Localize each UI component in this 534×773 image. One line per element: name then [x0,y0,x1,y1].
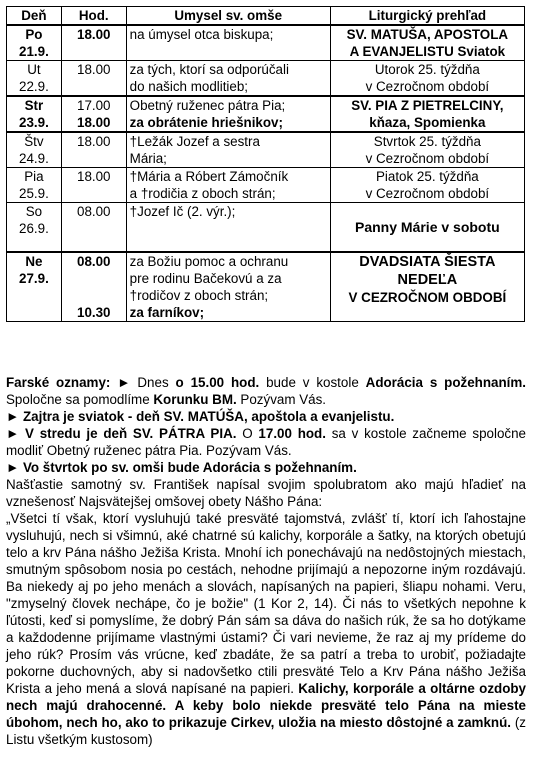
liturgy-cell: Utorok 25. týždňa v Cezročnom období [330,61,524,97]
header-liturgy: Liturgický prehľad [330,7,524,26]
hour-cell: 17.00 18.00 [61,96,126,132]
announcement-item: ► V stredu je deň SV. PÁTRA PIA. O 17.00 hod. sa v kostole začneme spoločne modliť Obetný ruženec pátra Pia. Pozývam Vás. [6,426,526,458]
hour-cell: 18.00 [61,25,126,61]
day-cell: Ne 27.9. [7,252,62,322]
day-cell: Ut 22.9. [7,61,62,97]
intent-cell: za Božiu pomoc a ochranu pre rodinu Bačekovú a za †rodičov z oboch strán; za farníkov; [126,252,330,322]
header-intent: Umysel sv. omše [126,7,330,26]
header-day: Deň [7,7,62,26]
announcement-item: ► Zajtra je sviatok - deň SV. MATÚŠA, apoštola a evanjelistu. [6,409,395,424]
hour-cell: 08.00 10.30 [61,252,126,322]
table-row [7,132,525,168]
table-row [7,61,525,97]
announcements [6,374,526,748]
table-row [7,168,525,203]
intro-paragraph: Našťastie samotný sv. František napísal svojim spolubratom ako majú hľadieť na vznešenosť Najsvätejšej omšovej obety Nášho Pána: [6,477,526,509]
intent-cell: †Jozef Ič (2. výr.); [126,203,330,253]
table-row [7,25,525,61]
announcement-item: ► Vo štvrtok po sv. omši bude Adorácia s požehnaním. [6,460,357,475]
header-hour: Hod. [61,7,126,26]
liturgy-cell: Piatok 25. týždňa v Cezročnom období [330,168,524,203]
day-cell: Str 23.9. [7,96,62,132]
table-row [7,252,525,322]
day-cell: So 26.9. [7,203,62,253]
hour-cell: 18.00 [61,132,126,168]
quote-paragraph: „Všetci tí však, ktorí vysluhujú také presväté tajomstvá, zvlášť tí, ktorí ich ľahostajne vysluhujú, nech si všimnú, aké chatrné sú kalichy, korporále a šatky, na ktorých obetujú telo a krv Pána nášho Ježiša Krista. Mnohí ich ponechávajú na nedôstojných miestach, smutným spôsobom nosia po cestách, nehodne prijímajú a nepozorne iným rozdávajú. Ba niekedy aj po jeho menách a slovách, napísaných na papieri, šliapu nohami. Veru, "zmyselný človek nechápe, čo je božie" (1 Kor 2, 14). Či nás to všetkých nepohne k ľútosti, keď si pomyslíme, že dobrý Pán sám sa dáva do našich rúk, že sa ho dotýkame a každodenne prijímame vlastnými ústami? Či vari nevieme, že raz aj my prídeme do jeho rúk? Prosím vás vrúcne, keď zbadáte, že sa patrí a treba to urobiť, požiadajte pokorne duchovných, aby si nadovšetko ctili presväté Telo a Krv Pána nášho Ježiša Krista a jeho mená a slová napísané na papieri. Kalichy, korporále a oltárne ozdoby nech majú drahocenné. A keby bolo niekde presväté telo Pána na mieste úbohom, nech ho, ako to prikazuje Cirkev, uložia na miesto dôstojné a zamknú. (z Listu všetkým kustosom) [6,511,527,747]
liturgy-cell: Panny Márie v sobotu [330,203,524,253]
intent-cell: †Ležák Jozef a sestra Mária; [126,132,330,168]
announcement-item: Farské oznamy: ► Dnes o 15.00 hod. bude v kostole Adorácia s požehnaním. Spoločne sa pomodlíme Korunku BM. Pozývam Vás. [6,375,526,407]
table-header-row [7,7,525,26]
announcements-title: Farské oznamy: [6,375,111,390]
hour-cell: 18.00 [61,61,126,97]
day-cell: Pia 25.9. [7,168,62,203]
liturgy-cell: SV. PIA Z PIETRELCINY, kňaza, Spomienka [330,96,524,132]
liturgy-cell: SV. MATUŠA, APOSTOLA A EVANJELISTU Sviatok [330,25,524,61]
table-row [7,203,525,253]
intent-cell: Obetný ruženec pátra Pia; za obrátenie hriešnikov; [126,96,330,132]
intent-cell: †Mária a Róbert Zámočník a †rodičia z oboch strán; [126,168,330,203]
mass-schedule-table [6,6,525,322]
day-cell: Štv 24.9. [7,132,62,168]
hour-cell: 08.00 [61,203,126,253]
hour-cell: 18.00 [61,168,126,203]
liturgy-cell: DVADSIATA ŠIESTA NEDEĽA V CEZROČNOM OBDOBÍ [330,252,524,322]
liturgy-cell: Stvrtok 25. týždňa v Cezročnom období [330,132,524,168]
intent-cell: na úmysel otca biskupa; [126,25,330,61]
table-row [7,96,525,132]
day-cell: Po 21.9. [7,25,62,61]
intent-cell: za tých, ktorí sa odporúčali do našich modlitieb; [126,61,330,97]
